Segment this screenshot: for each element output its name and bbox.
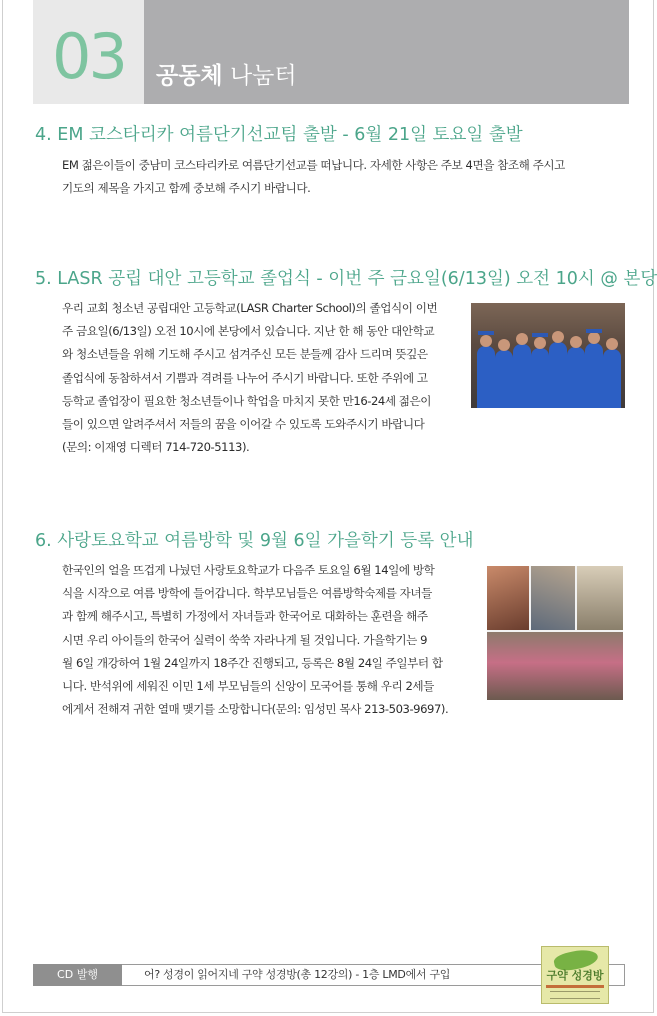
page-title-bold: 공동체 [156, 63, 223, 89]
cd-cover-title: 구약 성경방 [546, 969, 604, 982]
body-line: 우리 교회 청소년 공립대안 고등학교(LASR Charter School)의 졸업식이 이번 [62, 301, 438, 315]
body-line: 등학교 졸업장이 필요한 청소년들이나 학업을 마치지 못한 만16-24세 젊은이 [62, 393, 432, 408]
page-title-light: 나눔터 [229, 63, 297, 89]
body-line: 월 6일 개강하여 1월 24일까지 18주간 진행되고, 등록은 8월 24일 주일부터 합 [62, 655, 443, 670]
graduate-figure [567, 347, 585, 408]
section-4-title: 4. EM 코스타리카 여름단기선교팀 출발 - 6월 21일 토요일 출발 [35, 125, 523, 145]
body-line: 와 청소년들을 위해 기도해 주시고 섬겨주신 모든 분들께 감사 드리며 뜻깊은 [62, 347, 428, 362]
body-line: 주 금요일(6/13일) 오전 10시에 본당에서 있습니다. 지난 한 해 동안 대안학교 [62, 324, 435, 339]
section-5-title: 5. LASR 공립 대안 고등학교 졸업식 - 이번 주 금요일(6/13일) 오전 10시 @ 본당 [35, 269, 657, 289]
cd-cover-lines [550, 991, 600, 999]
school-children-photo-collage [487, 566, 623, 700]
cd-cover-image [541, 946, 609, 1004]
graduate-figure [477, 346, 495, 408]
body-line: 한국인의 얼을 뜨겁게 나눴던 사랑토요학교가 다음주 토요일 6월 14일에 방학 [62, 563, 435, 577]
body-line: 들이 있으면 알려주셔서 저들의 꿈을 이어갈 수 있도록 도와주시기 바랍니다 [62, 417, 425, 432]
section-5-body [62, 297, 470, 459]
footer-label: CD 발행 [33, 964, 122, 986]
graduate-figure [531, 348, 549, 408]
body-line: 식을 시작으로 여름 방학에 들어갑니다. 학부모님들은 여름방학숙제를 자녀들 [62, 586, 432, 601]
mortarboard-icon [586, 329, 602, 333]
graduate-figure [513, 344, 531, 408]
footer-text: 어? 성경이 읽어지네 구약 성경방(총 12강의) - 1층 LMD에서 구입 [144, 968, 451, 981]
section-4-body [62, 154, 622, 200]
child-photo-tile [577, 566, 623, 630]
graduation-photo [471, 303, 625, 408]
header-bar [144, 0, 629, 104]
body-line: 시면 우리 아이들의 한국어 실력이 쑥쑥 자라나게 될 것입니다. 가을학기는 9 [62, 632, 428, 647]
body-line: EM 젊은이들이 중남미 코스타리카로 여름단기선교를 떠납니다. 자세한 사항은 주보 4면을 참조해 주시고 [62, 158, 565, 172]
section-number: 03 [52, 20, 125, 93]
body-line: 에게서 전해져 귀한 열매 맺기를 소망합니다(문의: 임성민 목사 213-503-9697). [62, 702, 449, 717]
child-photo-tile [531, 566, 575, 630]
body-line: 기도의 제목을 가지고 함께 중보해 주시기 바랍니다. [62, 181, 311, 196]
child-photo-tile [487, 566, 529, 630]
body-line: (문의: 이재영 디렉터 714-720-5113). [62, 440, 250, 455]
section-number-box [33, 0, 144, 104]
body-line: 과 함께 해주시고, 특별히 가정에서 자녀들과 한국어로 대화하는 훈련을 해주 [62, 609, 428, 624]
group-photo-tile [487, 632, 623, 700]
cd-cover-stripe [546, 985, 604, 988]
graduate-figure [495, 350, 513, 408]
body-line: 니다. 반석위에 세워진 이민 1세 부모님들의 신앙이 모국어를 통해 우리 2세들 [62, 679, 434, 694]
page-frame [2, 0, 654, 1013]
graduate-figure [549, 342, 567, 408]
graduate-figure [585, 343, 603, 408]
section-6-body [62, 559, 470, 721]
section-6-title: 6. 사랑토요학교 여름방학 및 9월 6일 가을학기 등록 안내 [35, 531, 474, 551]
mortarboard-icon [478, 331, 494, 335]
mortarboard-icon [532, 333, 548, 337]
page-title [156, 60, 297, 92]
body-line: 졸업식에 동참하셔서 기쁨과 격려를 나누어 주시기 바랍니다. 또한 주위에 고 [62, 370, 428, 385]
graduate-figure [603, 349, 621, 408]
